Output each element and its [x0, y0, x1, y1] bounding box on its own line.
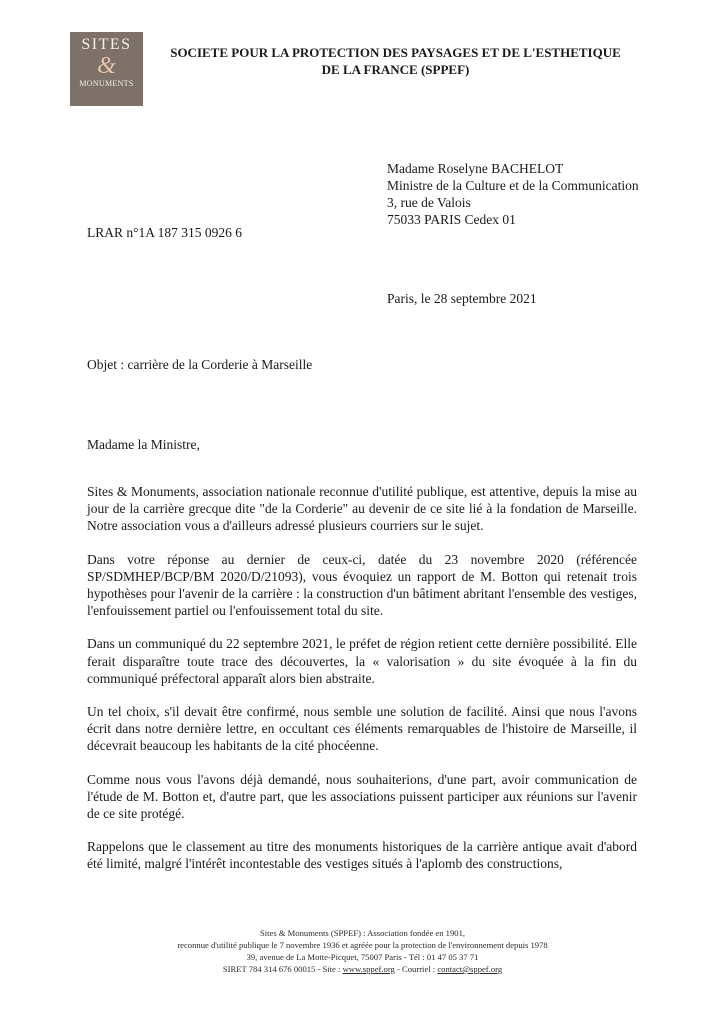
letter-date: Paris, le 28 septembre 2021 — [387, 291, 537, 306]
recipient-name: Madame Roselyne BACHELOT — [387, 161, 564, 176]
recipient-address — [387, 160, 639, 228]
footer-line-1: Sites & Monuments (SPPEF) : Association fondée en 1901, — [259, 928, 466, 938]
organization-title-line1: SOCIETE POUR LA PROTECTION DES PAYSAGES ET DE L'ESTHETIQUE — [170, 45, 621, 60]
body-paragraph: Rappelons que le classement au titre des monuments historiques de la carrière antique avait d'abord été limité, malgré l'intérêt incontestable des vestiges situés à l'aplomb des constructions, — [87, 839, 637, 872]
body-paragraph: Un tel choix, s'il devait être confirmé, nous semble une solution de facilité. Ainsi que nous l'avons écrit dans notre dernière lettre, en occultant ces éléments remarquables de l'histoire de Marseille, il décevrait beaucoup les habitants de la cité phocéenne. — [87, 704, 637, 754]
body-paragraph: Comme nous vous l'avons déjà demandé, nous souhaiterions, d'une part, avoir communication de l'étude de M. Botton et, d'autre part, que les associations puissent participer aux réunions sur l'avenir de ce site protégé. — [87, 771, 637, 822]
body-paragraph: Sites & Monuments, association nationale reconnue d'utilité publique, est attentive, depuis la mise au jour de la carrière grecque dite "de la Corderie" au devenir de ce site lié à la fondation de Marseille. Notre association vous a d'ailleurs adressé plusieurs courriers sur le sujet. — [87, 484, 637, 534]
organization-title — [158, 44, 633, 78]
body-paragraph: Dans un communiqué du 22 septembre 2021, le préfet de région retient cette dernière possibilité. Elle ferait disparaître toute trace des découvertes, la « valorisation » du site évoquée à la fin du communiqué préfectoral apparaît alors bien abstraite. — [87, 636, 637, 686]
logo-text-monuments: MONUMENTS — [79, 79, 134, 88]
footer-line-3: 39, avenue de La Motte-Picquet, 75007 Paris - Tél : 01 47 05 37 71 — [246, 952, 479, 962]
lrar-reference: LRAR n°1A 187 315 0926 6 — [87, 225, 243, 240]
recipient-title: Ministre de la Culture et de la Communication — [387, 178, 639, 193]
footer-courriel-label: - Courriel : — [394, 964, 438, 974]
body-paragraph: Dans votre réponse au dernier de ceux-ci, datée du 23 novembre 2020 (référencée SP/SDMHEP/BCP/BM 2020/D/21093), vous évoquiez un rapport de M. Botton qui retenait trois hypothèses pour l'avenir de la carrière : la construction d'un bâtiment abritant l'ensemble des vestiges, l'enfouissement partiel ou l'enfouissement total du site. — [87, 551, 637, 619]
letter-footer — [90, 927, 635, 975]
footer-siret: SIRET 784 314 676 00015 - Site : — [222, 964, 343, 974]
logo-ampersand: & — [97, 53, 116, 79]
salutation: Madame la Ministre, — [87, 437, 200, 452]
logo-text-sites: SITES — [81, 36, 132, 53]
letter-body — [87, 483, 637, 889]
organization-title-line2: DE LA FRANCE (SPPEF) — [321, 62, 470, 77]
recipient-street: 3, rue de Valois — [387, 195, 471, 210]
letter-subject: Objet : carrière de la Corderie à Marseille — [87, 357, 313, 372]
website-link[interactable]: www.sppef.org — [342, 964, 395, 974]
footer-line-2: reconnue d'utilité publique le 7 novembre 1936 et agréée pour la protection de l'environnement depuis 1978 — [177, 940, 548, 950]
sites-monuments-logo — [70, 32, 143, 106]
email-link[interactable]: contact@sppef.org — [437, 964, 503, 974]
footer-line-4 — [90, 963, 635, 975]
recipient-city: 75033 PARIS Cedex 01 — [387, 212, 516, 227]
